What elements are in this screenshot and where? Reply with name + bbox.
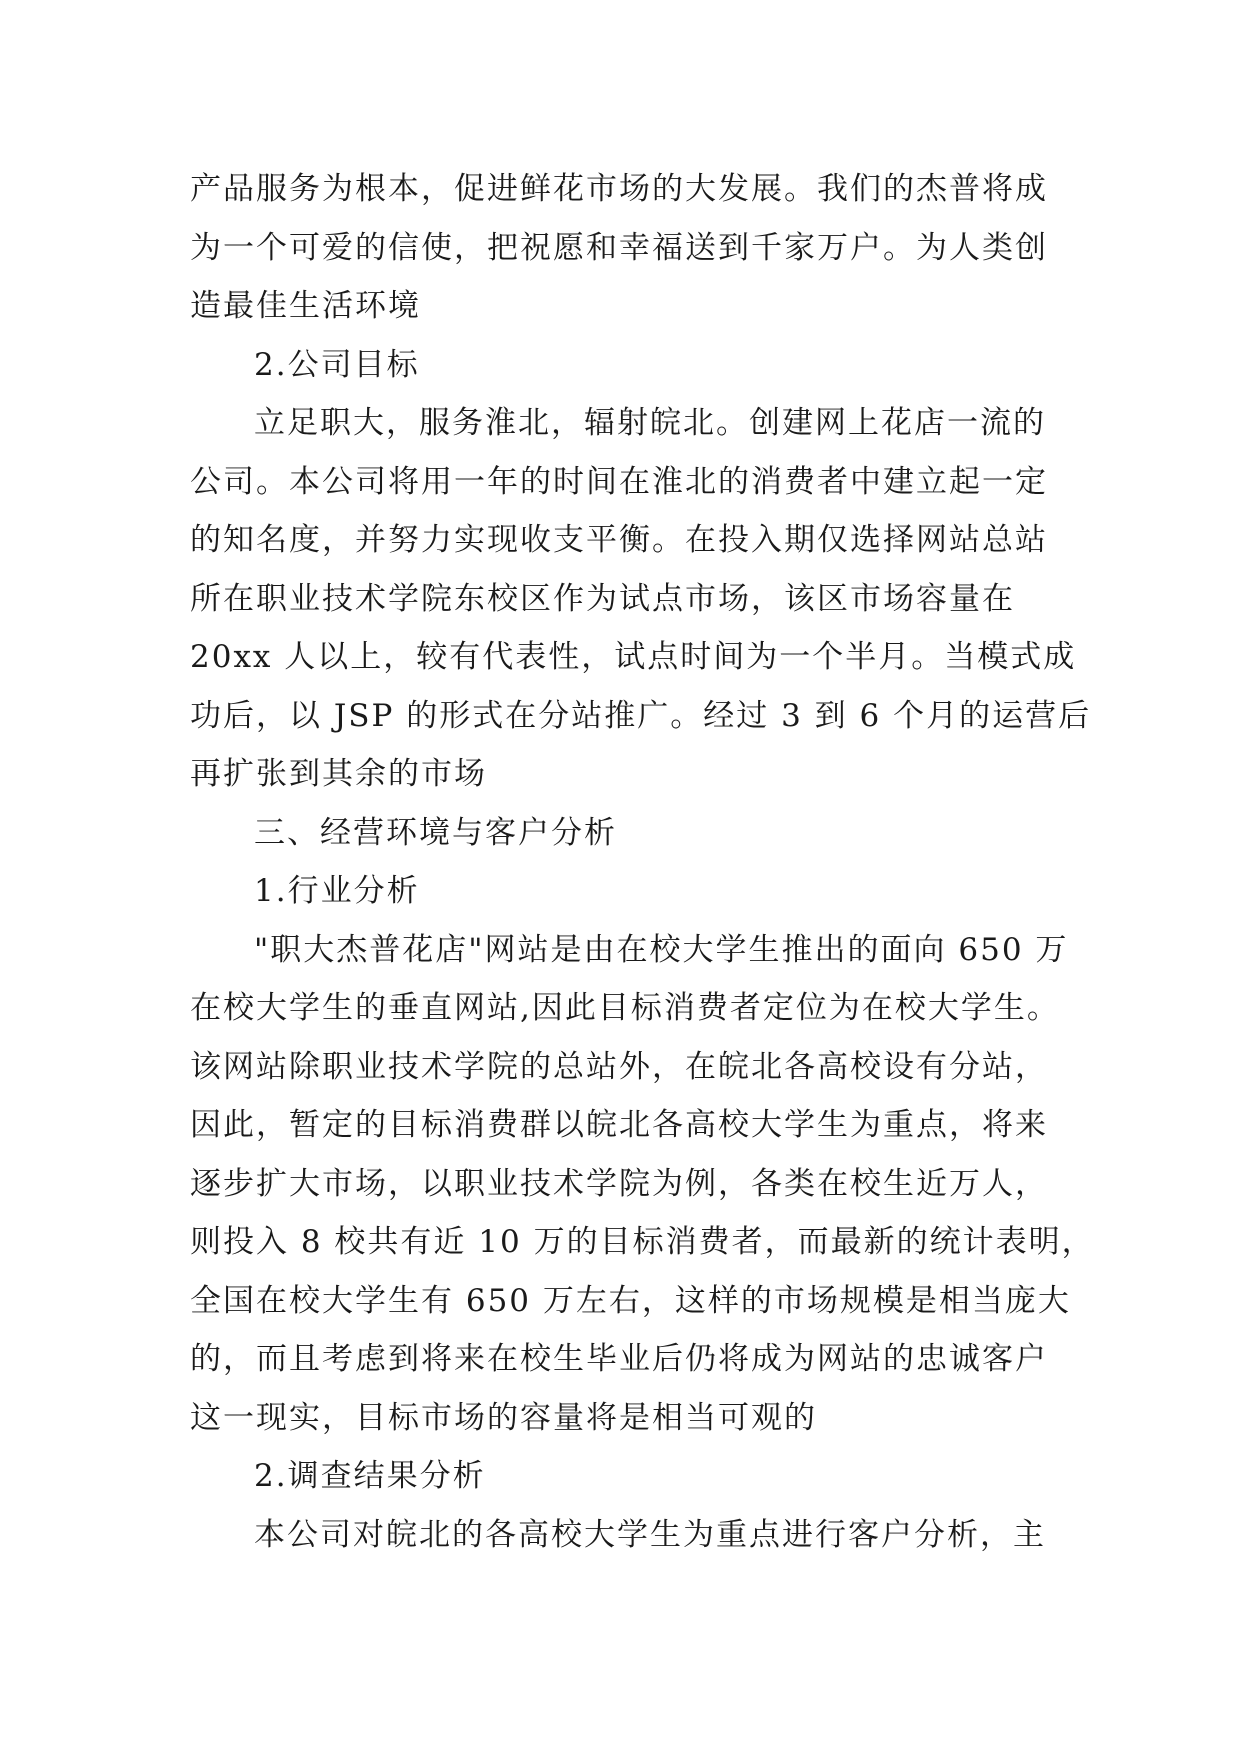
text-line: 该网站除职业技术学院的总站外，在皖北各高校设有分站， — [190, 1048, 1048, 1085]
text-line: 因此，暂定的目标消费群以皖北各高校大学生为重点，将来 — [190, 1107, 1048, 1143]
text-line: 为一个可爱的信使，把祝愿和幸福送到千家万户。为人类创 — [190, 229, 1048, 266]
text-line: 造最佳生活环境 — [190, 288, 421, 324]
document-body — [190, 160, 1095, 1564]
text-line: 本公司对皖北的各高校大学生为重点进行客户分析，主 — [254, 1516, 1046, 1553]
text-line: 产品服务为根本，促进鲜花市场的大发展。我们的杰普将成 — [190, 171, 1048, 207]
text-line: 的，而且考虑到将来在校生毕业后仍将成为网站的忠诚客户 — [190, 1341, 1048, 1377]
section-heading: 2.公司目标 — [254, 346, 420, 383]
text-line: 公司。本公司将用一年的时间在淮北的消费者中建立起一定 — [190, 463, 1048, 500]
text-line: 的知名度，并努力实现收支平衡。在投入期仅选择网站总站 — [190, 522, 1048, 558]
text-line: 全国在校大学生有 650 万左右，这样的市场规模是相当庞大 — [190, 1282, 1071, 1319]
text-line: 功后，以 JSP 的形式在分站推广。经过 3 到 6 个月的运营后 — [190, 697, 1092, 734]
section-heading: 三、经营环境与客户分析 — [254, 814, 617, 851]
text-line: 在校大学生的垂直网站,因此目标消费者定位为在校大学生。 — [190, 990, 1060, 1026]
text-line: 20xx 人以上，较有代表性，试点时间为一个半月。当模式成 — [190, 639, 1077, 675]
section-heading: 1.行业分析 — [254, 873, 420, 909]
text-line: 再扩张到其余的市场 — [190, 756, 487, 792]
text-line: "职大杰普花店"网站是由在校大学生推出的面向 650 万 — [254, 931, 1069, 968]
text-line: 立足职大，服务淮北，辐射皖北。创建网上花店一流的 — [254, 405, 1046, 441]
text-line: 所在职业技术学院东校区作为试点市场，该区市场容量在 — [190, 580, 1015, 617]
text-line: 这一现实，目标市场的容量将是相当可观的 — [190, 1399, 817, 1436]
section-heading: 2.调查结果分析 — [254, 1458, 486, 1494]
text-line: 逐步扩大市场，以职业技术学院为例，各类在校生近万人， — [190, 1165, 1048, 1202]
text-line: 则投入 8 校共有近 10 万的目标消费者，而最新的统计表明， — [190, 1224, 1095, 1260]
